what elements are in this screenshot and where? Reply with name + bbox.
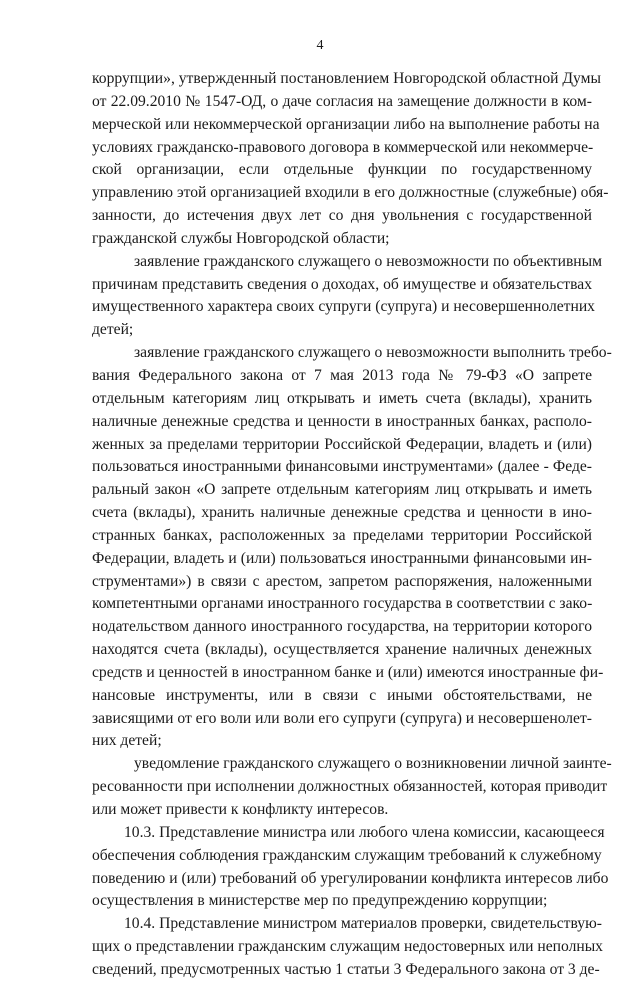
text-line: имущественного характера своих супруги (супруга) и несовершеннолетних <box>92 298 595 316</box>
text-line: них детей; <box>92 732 162 750</box>
text-line: зависящими от его воли или воли его супруги (супруга) и несовершенолет- <box>92 709 592 727</box>
text-line: женных за пределами территории Российской Федерации, владеть и (или) <box>92 435 592 453</box>
text-line: щих о представлении гражданским служащим недостоверных или неполных <box>92 938 603 956</box>
text-line: ральный закон «О запрете отдельным категориям лиц открывать и иметь <box>92 481 592 499</box>
text-line: уведомление гражданского служащего о возникновении личной заинте- <box>134 755 612 773</box>
text-line: компетентными органами иностранного государства в соответствии с зако- <box>92 595 593 613</box>
text-line: от 22.09.2010 № 1547-ОД, о даче согласия на замещение должности в ком- <box>92 92 592 110</box>
text-line: детей; <box>92 321 134 339</box>
text-line: 10.3. Представление министра или любого члена комиссии, касающееся <box>124 823 605 841</box>
text-line: наличные денежные средства и ценности в иностранных банках, располо- <box>92 412 592 430</box>
text-line: 10.4. Представление министром материалов проверки, свидетельствую- <box>124 915 602 933</box>
page-number: 4 <box>316 38 324 53</box>
text-line: мерческой или некоммерческой организации либо на выполнение работы на <box>92 115 600 133</box>
text-line: странных банках, расположенных за пределами территории Российской <box>92 526 592 544</box>
document-body <box>92 68 612 982</box>
text-line: управлению этой организацией входили в его должностные (служебные) обя- <box>92 184 609 202</box>
text-line: занности, до истечения двух лет со дня увольнения с государственной <box>92 207 592 225</box>
text-line: коррупции», утвержденный постановлением Новгородской областной Думы <box>92 70 601 87</box>
text-line: средств и ценностей в иностранном банке и (или) имеются иностранные фи- <box>92 663 604 681</box>
text-line: ской организации, если отдельные функции по государственному <box>92 161 592 179</box>
text-line: вания Федерального закона от 7 мая 2013 года № 79-ФЗ «О запрете <box>92 366 592 384</box>
text-line: Федерации, владеть и (или) пользоваться иностранными финансовыми ин- <box>92 549 592 567</box>
text-line: обеспечения соблюдения гражданским служащим требований к служебному <box>92 846 602 864</box>
text-line: нансовые инструменты, или в связи с иными обстоятельствами, не <box>92 686 592 704</box>
text-line: нодательством данного иностранного государства, на территории которого <box>92 618 592 636</box>
text-line: пользоваться иностранными финансовыми инструментами» (далее - Феде- <box>92 458 592 476</box>
text-line: заявление гражданского служащего о невозможности по объективным <box>134 252 603 270</box>
text-line: отдельным категориям лиц открывать и иметь счета (вклады), хранить <box>92 389 592 407</box>
text-line: сведений, предусмотренных частью 1 статьи 3 Федерального закона от 3 де- <box>92 960 600 978</box>
text-line: поведению и (или) требований об урегулировании конфликта интересов либо <box>92 869 609 887</box>
text-line: струментами») в связи с арестом, запретом распоряжения, наложенными <box>92 572 592 590</box>
text-line: гражданской службы Новгородской области; <box>92 229 390 247</box>
text-line: находятся счета (вклады), осуществляется хранение наличных денежных <box>92 641 592 659</box>
text-line: условиях гражданско-правового договора в коммерческой или некоммерче- <box>92 138 594 156</box>
text-line: счета (вклады), хранить наличные денежные средства и ценности в ино- <box>92 504 592 522</box>
text-line: заявление гражданского служащего о невозможности выполнить требо- <box>134 344 612 362</box>
text-line: или может привести к конфликту интересов. <box>92 801 389 818</box>
text-line: ресованности при исполнении должностных обязанностей, которая приводит <box>92 778 608 796</box>
text-line: осуществления в министерстве мер по предупреждению коррупции; <box>92 892 548 910</box>
text-line: причинам представить сведения о доходах, об имуществе и обязательствах <box>92 275 592 293</box>
